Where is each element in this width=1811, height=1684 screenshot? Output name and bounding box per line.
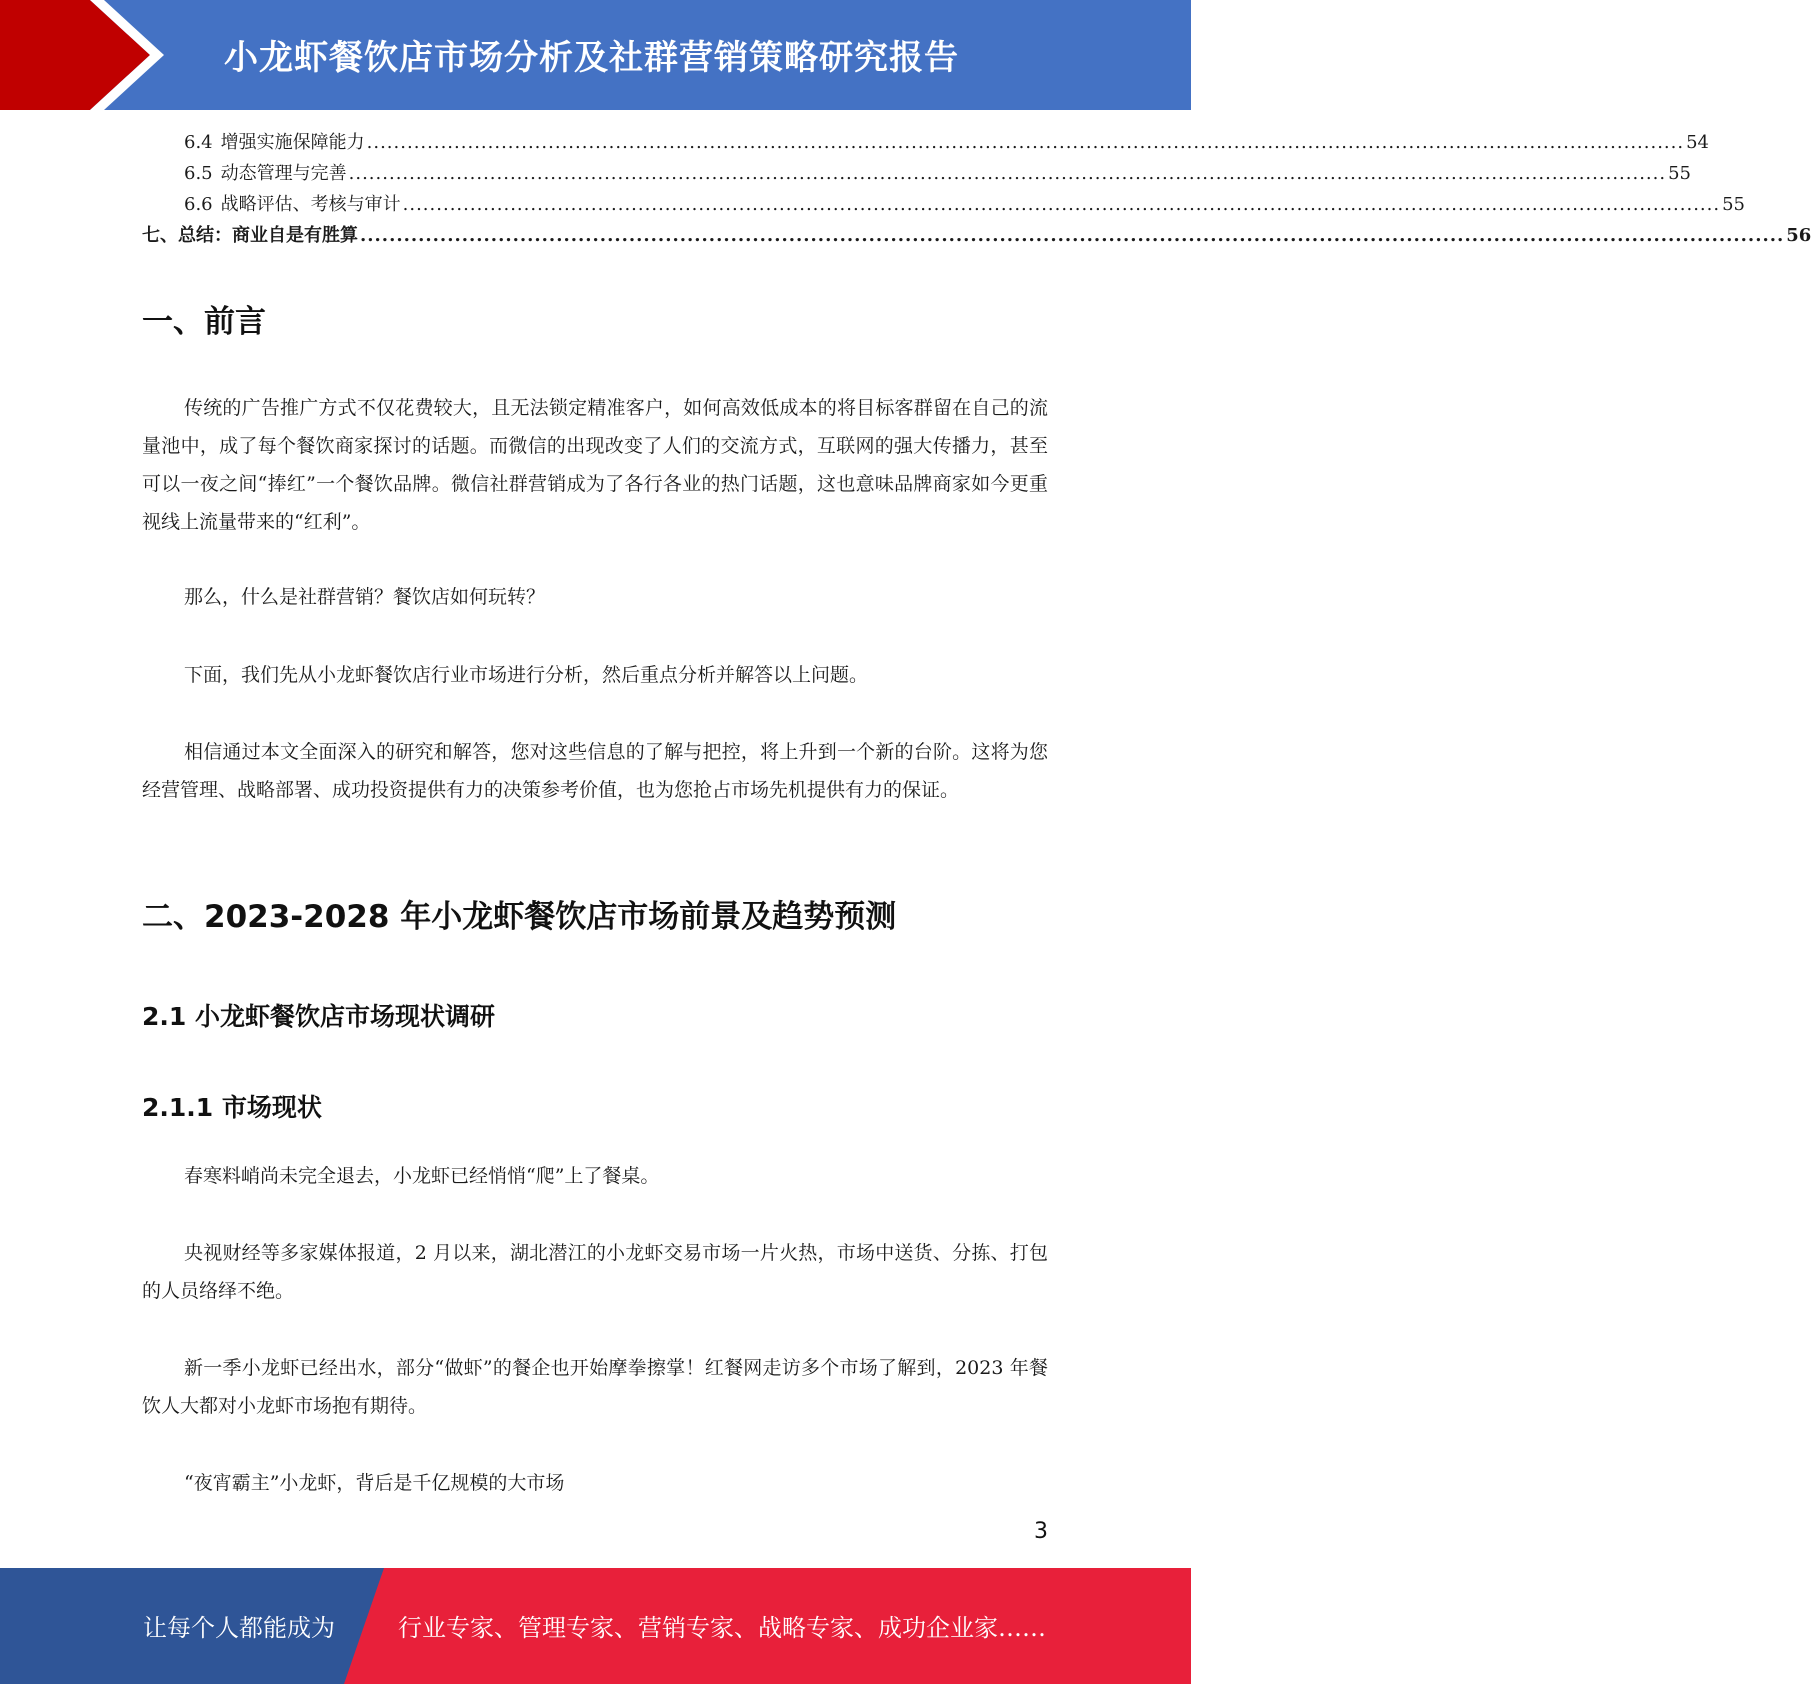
toc-page: 55 — [1668, 163, 1691, 184]
paragraph: 新一季小龙虾已经出水，部分“做虾”的餐企也开始摩拳擦掌！红餐网走访多个市场了解到，2023 年餐饮人大都对小龙虾市场抱有期待。 — [142, 1357, 1048, 1417]
section-heading: 一、前言 — [142, 304, 266, 340]
paragraph: 那么，什么是社群营销？餐饮店如何玩转？ — [184, 586, 546, 608]
toc-leader: .................................................................................................................................................................................................... — [360, 225, 1785, 246]
toc-entry[interactable] — [142, 128, 1709, 159]
paragraph: “夜宵霸主”小龙虾，背后是千亿规模的大市场 — [184, 1472, 565, 1494]
toc-number: 6.6 — [184, 194, 213, 215]
toc-entry[interactable] — [142, 221, 1811, 252]
subsubsection-heading: 2.1.1 市场现状 — [142, 1093, 322, 1122]
toc-title: 增强实施保障能力 — [220, 132, 365, 153]
toc-number: 6.5 — [184, 163, 213, 184]
report-title: 小龙虾餐饮店市场分析及社群营销策略研究报告 — [224, 38, 959, 78]
table-of-contents — [142, 128, 1811, 252]
paragraph: 央视财经等多家媒体报道，2 月以来，湖北潜江的小龙虾交易市场一片火热，市场中送货、分拣、打包的人员络绎不绝。 — [142, 1242, 1048, 1302]
toc-title: 动态管理与完善 — [220, 163, 347, 184]
toc-entry[interactable] — [142, 190, 1745, 221]
toc-page: 55 — [1722, 194, 1745, 215]
toc-page: 54 — [1686, 132, 1709, 153]
toc-title: 战略评估、考核与审计 — [220, 194, 401, 215]
toc-entry[interactable] — [142, 159, 1691, 190]
paragraph: 传统的广告推广方式不仅花费较大，且无法锁定精准客户，如何高效低成本的将目标客群留在自己的流量池中，成了每个餐饮商家探讨的话题。而微信的出现改变了人们的交流方式，互联网的强大传播力，甚至可以一夜之间“捧红”一个餐饮品牌。微信社群营销成为了各行各业的热门话题，这也意味品牌商家如今更重视线上流量带来的“红利”。 — [142, 397, 1048, 533]
toc-leader: .................................................................................................................................................................................................... — [402, 194, 1721, 215]
footer-slogan-right: 行业专家、管理专家、营销专家、战略专家、成功企业家…… — [398, 1614, 1046, 1642]
toc-title: 七、总结：商业自是有胜算 — [142, 225, 358, 246]
paragraph: 下面，我们先从小龙虾餐饮店行业市场进行分析，然后重点分析并解答以上问题。 — [184, 664, 869, 686]
toc-leader: .................................................................................................................................................................................................... — [348, 163, 1667, 184]
paragraph: 相信通过本文全面深入的研究和解答，您对这些信息的了解与把控，将上升到一个新的台阶。这将为您经营管理、战略部署、成功投资提供有力的决策参考价值，也为您抢占市场先机提供有力的保证。 — [142, 741, 1048, 801]
footer-slogan-left: 让每个人都能成为 — [143, 1614, 335, 1642]
toc-leader: .................................................................................................................................................................................................... — [366, 132, 1685, 153]
page-header — [0, 0, 1191, 110]
subsection-heading: 2.1 小龙虾餐饮店市场现状调研 — [142, 1002, 495, 1031]
toc-page: 56 — [1786, 225, 1811, 246]
page-footer — [0, 1568, 1191, 1684]
paragraph: 春寒料峭尚未完全退去，小龙虾已经悄悄“爬”上了餐桌。 — [184, 1165, 660, 1187]
section-heading: 二、2023-2028 年小龙虾餐饮店市场前景及趋势预测 — [142, 899, 897, 935]
toc-number: 6.4 — [184, 132, 213, 153]
page-number: 3 — [1034, 1519, 1048, 1544]
header-arrow-decoration — [0, 0, 160, 110]
